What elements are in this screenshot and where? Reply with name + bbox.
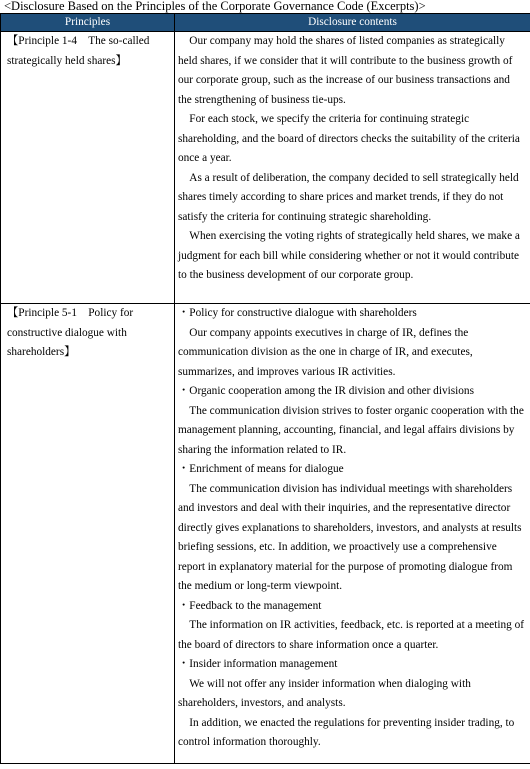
principle-cell: 【Principle 5-1 Policy for constructive dialogue with shareholders】 [1, 304, 175, 764]
table-header-row [1, 14, 530, 32]
disclosure-cell [175, 32, 530, 304]
table-row [1, 304, 530, 764]
paragraph: When exercising the voting rights of strategically held shares, we make a judgment for each bill while considering whether or not it would contribute to the business development of our corporate group. [178, 230, 520, 281]
paragraph: Our company appoints executives in charge of IR, defines the communication division as the one in charge of IR, and executes, summarizes, and improves various IR activities. [178, 326, 473, 378]
disclosure-cell [175, 304, 530, 764]
principle-cell: 【Principle 1-4 The so-called strategically held shares】 [1, 32, 175, 304]
section-heading: ・Policy for constructive dialogue with shareholders [178, 307, 417, 319]
section-heading: ・Feedback to the management [178, 599, 322, 612]
section-heading: ・Enrichment of means for dialogue [178, 463, 344, 475]
paragraph: As a result of deliberation, the company decided to sell strategically held shares timely according to share prices and market trends, if they do not satisfy the criteria for continuing strategic shareholding. [178, 171, 519, 223]
paragraph: We will not offer any insider information when dialoging with shareholders, investors, and analysts. [178, 677, 471, 709]
paragraph: The communication division has individual meetings with shareholders and investors and deal with their inquiries, and the representative director directly gives explanations to shareholders, investors, and analysts at results briefing sessions, etc. In addition, we proactively use a comprehensive report in explanatory material for the purpose of promoting dialogue from the medium or long-term viewpoint. [178, 482, 522, 592]
paragraph: The communication division strives to foster organic cooperation with the management planning, accounting, financial, and legal affairs divisions by sharing the information related to IR. [178, 404, 524, 456]
paragraph: Our company may hold the shares of listed companies as strategically held shares, if we consider that it will contribute to the business growth of our corporate group, such as the increase of our business transactions and the strengthening of business tie-ups. [178, 35, 513, 106]
paragraph: For each stock, we specify the criteria for continuing strategic shareholding, and the board of directors checks the suitability of the criteria once a year. [178, 113, 520, 164]
table-row [1, 32, 530, 304]
section-heading: ・Insider information management [178, 658, 338, 670]
header-principles: Principles [1, 14, 175, 32]
table-caption: <Disclosure Based on the Principles of the Corporate Governance Code (Excerpts)> [4, 0, 426, 13]
governance-table [0, 13, 530, 764]
section-heading: ・Organic cooperation among the IR division and other divisions [178, 385, 474, 397]
paragraph: In addition, we enacted the regulations for preventing insider trading, to control information thoroughly. [178, 716, 515, 748]
header-disclosure-contents: Disclosure contents [175, 14, 530, 32]
paragraph: The information on IR activities, feedback, etc. is reported at a meeting of the board of directors to share information once a quarter. [178, 619, 525, 651]
